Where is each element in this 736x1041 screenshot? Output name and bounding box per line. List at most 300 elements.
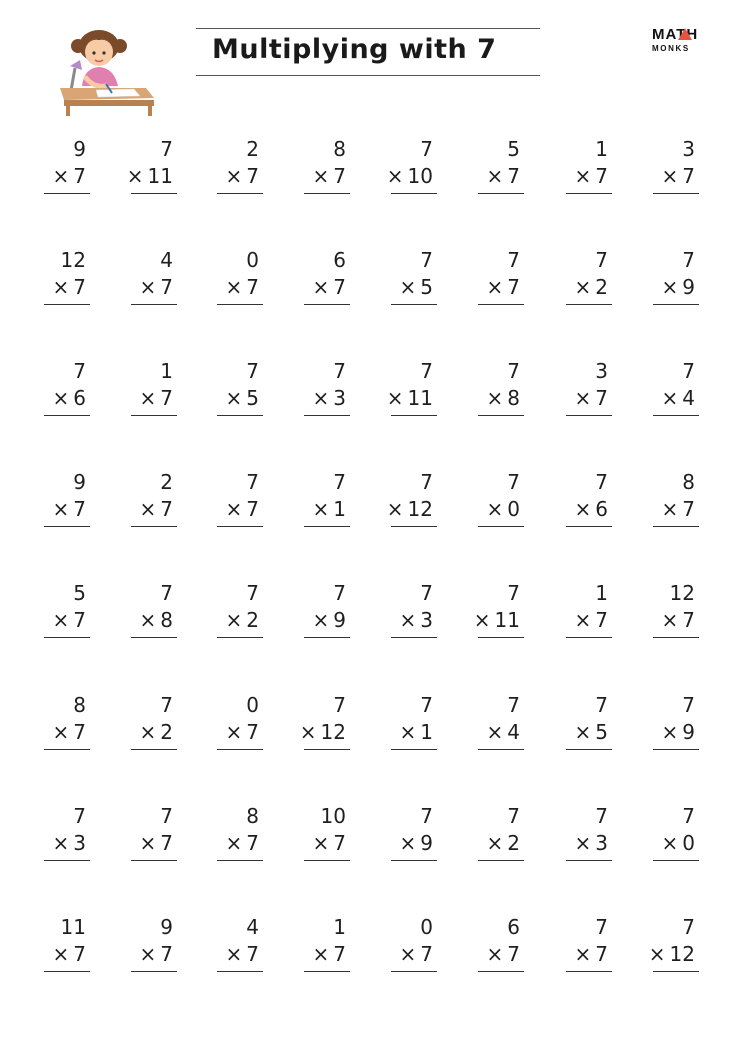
times-sign: × [661, 608, 679, 632]
multiplier: 7 [73, 497, 86, 521]
problem-8-3 [203, 915, 263, 975]
times-sign: × [574, 497, 592, 521]
problem-1-6 [464, 137, 524, 197]
multiplicand: 7 [595, 693, 608, 717]
multiplicand: 1 [595, 137, 608, 161]
problem-1-3 [203, 137, 263, 197]
multiplier: 7 [595, 386, 608, 410]
times-sign: × [139, 386, 157, 410]
multiplier: 4 [507, 720, 520, 744]
multiplicand: 8 [73, 693, 86, 717]
answer-line [653, 971, 699, 972]
problem-7-5 [377, 804, 437, 864]
times-sign: × [574, 831, 592, 855]
multiplier-row [662, 608, 696, 632]
times-sign: × [139, 942, 157, 966]
problem-2-7 [552, 248, 612, 308]
problem-3-8 [639, 359, 699, 419]
multiplicand: 7 [160, 693, 173, 717]
answer-line [391, 971, 437, 972]
answer-line [304, 304, 350, 305]
problem-4-5 [377, 470, 437, 530]
times-sign: × [399, 608, 417, 632]
answer-line [131, 749, 177, 750]
multiplier: 3 [73, 831, 86, 855]
times-sign: × [225, 275, 243, 299]
times-sign: × [399, 720, 417, 744]
multiplicand: 1 [595, 581, 608, 605]
multiplier-row [662, 720, 696, 744]
problem-6-4 [290, 693, 350, 753]
problem-5-6 [464, 581, 524, 641]
multiplier-row [575, 720, 609, 744]
answer-line [391, 637, 437, 638]
multiplier: 7 [160, 497, 173, 521]
answer-line [44, 193, 90, 194]
problem-4-1 [30, 470, 90, 530]
logo-wordmark-top: MATH [652, 26, 699, 43]
multiplier: 7 [73, 164, 86, 188]
answer-line [566, 971, 612, 972]
answer-line [304, 971, 350, 972]
times-sign: × [312, 942, 330, 966]
multiplicand: 8 [333, 137, 346, 161]
multiplier: 11 [494, 608, 520, 632]
problem-3-2 [117, 359, 177, 419]
problem-3-1 [30, 359, 90, 419]
multiplicand: 7 [160, 581, 173, 605]
times-sign: × [139, 608, 157, 632]
answer-line [217, 860, 263, 861]
answer-line [131, 415, 177, 416]
multiplier-row [140, 942, 174, 966]
multiplier-row [226, 720, 260, 744]
multiplier-row [226, 386, 260, 410]
answer-line [44, 415, 90, 416]
multiplier: 7 [333, 831, 346, 855]
times-sign: × [52, 942, 70, 966]
multiplier-row [487, 497, 521, 521]
multiplier: 3 [595, 831, 608, 855]
multiplier: 7 [73, 275, 86, 299]
multiplier-row [487, 164, 521, 188]
problem-6-2 [117, 693, 177, 753]
multiplicand: 7 [333, 470, 346, 494]
answer-line [566, 526, 612, 527]
times-sign: × [661, 275, 679, 299]
multiplier-row [575, 942, 609, 966]
multiplier: 7 [507, 164, 520, 188]
multiplier: 5 [595, 720, 608, 744]
multiplier: 9 [333, 608, 346, 632]
problem-2-1 [30, 248, 90, 308]
multiplicand: 7 [595, 804, 608, 828]
answer-line [304, 415, 350, 416]
problem-6-5 [377, 693, 437, 753]
multiplier: 11 [407, 386, 433, 410]
times-sign: × [486, 831, 504, 855]
multiplier-row [400, 275, 434, 299]
problem-7-7 [552, 804, 612, 864]
times-sign: × [52, 720, 70, 744]
multiplier-row [226, 164, 260, 188]
answer-line [653, 193, 699, 194]
problem-3-5 [377, 359, 437, 419]
answer-line [217, 971, 263, 972]
multiplicand: 9 [73, 470, 86, 494]
answer-line [44, 860, 90, 861]
times-sign: × [574, 164, 592, 188]
answer-line [304, 749, 350, 750]
answer-line [478, 193, 524, 194]
multiplier: 7 [420, 942, 433, 966]
multiplier: 7 [246, 497, 259, 521]
times-sign: × [574, 275, 592, 299]
answer-line [217, 526, 263, 527]
problem-4-4 [290, 470, 350, 530]
answer-line [391, 304, 437, 305]
times-sign: × [312, 164, 330, 188]
times-sign: × [399, 831, 417, 855]
multiplicand: 7 [507, 248, 520, 272]
multiplier: 0 [507, 497, 520, 521]
problem-1-2 [117, 137, 177, 197]
multiplier-row [649, 942, 695, 966]
problem-8-7 [552, 915, 612, 975]
problem-7-1 [30, 804, 90, 864]
multiplier-row [313, 608, 347, 632]
multiplicand: 7 [73, 804, 86, 828]
problem-3-7 [552, 359, 612, 419]
times-sign: × [52, 831, 70, 855]
answer-line [44, 304, 90, 305]
multiplier-row [575, 386, 609, 410]
problem-4-8 [639, 470, 699, 530]
answer-line [478, 637, 524, 638]
multiplicand: 7 [682, 693, 695, 717]
multiplier: 12 [669, 942, 695, 966]
multiplier-row [313, 831, 347, 855]
multiplicand: 6 [507, 915, 520, 939]
times-sign: × [52, 497, 70, 521]
answer-line [653, 749, 699, 750]
times-sign: × [486, 497, 504, 521]
times-sign: × [386, 497, 404, 521]
multiplier: 4 [682, 386, 695, 410]
problem-5-8 [639, 581, 699, 641]
multiplicand: 0 [420, 915, 433, 939]
times-sign: × [225, 608, 243, 632]
answer-line [566, 415, 612, 416]
multiplier: 1 [420, 720, 433, 744]
answer-line [566, 637, 612, 638]
times-sign: × [486, 942, 504, 966]
answer-line [217, 304, 263, 305]
multiplicand: 1 [160, 359, 173, 383]
multiplier-row [226, 497, 260, 521]
problem-6-1 [30, 693, 90, 753]
logo-wordmark-bottom: MONKS [652, 44, 690, 53]
problem-5-3 [203, 581, 263, 641]
times-sign: × [486, 386, 504, 410]
multiplier: 7 [73, 720, 86, 744]
multiplier-row [400, 942, 434, 966]
multiplier: 7 [682, 608, 695, 632]
multiplier-row [300, 720, 346, 744]
multiplier-row [662, 164, 696, 188]
problem-8-4 [290, 915, 350, 975]
answer-line [304, 637, 350, 638]
multiplier: 7 [507, 942, 520, 966]
multiplier-row [140, 497, 174, 521]
multiplier-row [400, 608, 434, 632]
times-sign: × [648, 942, 666, 966]
multiplier: 7 [246, 164, 259, 188]
multiplier-row [487, 386, 521, 410]
multiplicand: 7 [333, 693, 346, 717]
multiplier-row [53, 608, 87, 632]
multiplier: 9 [682, 275, 695, 299]
problem-5-4 [290, 581, 350, 641]
problem-4-6 [464, 470, 524, 530]
times-sign: × [661, 831, 679, 855]
multiplier-row [400, 720, 434, 744]
times-sign: × [312, 608, 330, 632]
multiplicand: 7 [333, 359, 346, 383]
problem-2-4 [290, 248, 350, 308]
answer-line [653, 415, 699, 416]
multiplicand: 7 [682, 804, 695, 828]
answer-line [131, 860, 177, 861]
answer-line [44, 971, 90, 972]
multiplier: 9 [682, 720, 695, 744]
times-sign: × [661, 164, 679, 188]
multiplicand: 10 [320, 804, 346, 828]
multiplicand: 3 [595, 359, 608, 383]
times-sign: × [225, 164, 243, 188]
multiplier: 2 [595, 275, 608, 299]
answer-line [478, 860, 524, 861]
answer-line [304, 526, 350, 527]
times-sign: × [52, 386, 70, 410]
problem-6-7 [552, 693, 612, 753]
multiplier: 7 [160, 831, 173, 855]
multiplier-row [127, 164, 173, 188]
times-sign: × [225, 386, 243, 410]
answer-line [566, 304, 612, 305]
multiplicand: 7 [420, 470, 433, 494]
multiplier: 7 [160, 386, 173, 410]
multiplier: 7 [595, 942, 608, 966]
multiplier-row [575, 164, 609, 188]
multiplier-row [53, 164, 87, 188]
multiplier-row [487, 275, 521, 299]
problem-7-8 [639, 804, 699, 864]
multiplicand: 9 [73, 137, 86, 161]
multiplier: 2 [160, 720, 173, 744]
times-sign: × [139, 497, 157, 521]
answer-line [478, 971, 524, 972]
answer-line [131, 971, 177, 972]
multiplicand: 4 [160, 248, 173, 272]
multiplicand: 7 [507, 804, 520, 828]
times-sign: × [225, 942, 243, 966]
multiplier-row [662, 497, 696, 521]
multiplier-row [487, 831, 521, 855]
problem-5-2 [117, 581, 177, 641]
answer-line [131, 193, 177, 194]
answer-line [304, 193, 350, 194]
multiplier: 7 [333, 942, 346, 966]
multiplier: 8 [160, 608, 173, 632]
multiplier-row [53, 497, 87, 521]
multiplier-row [662, 386, 696, 410]
times-sign: × [574, 942, 592, 966]
times-sign: × [486, 275, 504, 299]
answer-line [44, 749, 90, 750]
multiplier-row [140, 275, 174, 299]
problem-1-4 [290, 137, 350, 197]
problem-8-2 [117, 915, 177, 975]
problem-1-1 [30, 137, 90, 197]
problem-6-6 [464, 693, 524, 753]
multiplicand: 7 [420, 359, 433, 383]
multiplicand: 7 [73, 359, 86, 383]
problem-2-2 [117, 248, 177, 308]
problem-8-5 [377, 915, 437, 975]
times-sign: × [661, 497, 679, 521]
page-title: Multiplying with 7 [212, 34, 497, 65]
multiplicand: 7 [682, 359, 695, 383]
multiplicand: 11 [60, 915, 86, 939]
answer-line [653, 526, 699, 527]
multiplier: 6 [595, 497, 608, 521]
multiplicand: 7 [595, 248, 608, 272]
multiplier-row [662, 275, 696, 299]
multiplier-row [140, 720, 174, 744]
problem-1-5 [377, 137, 437, 197]
multiplier-row [140, 608, 174, 632]
multiplier: 7 [246, 831, 259, 855]
times-sign: × [225, 720, 243, 744]
multiplier: 5 [246, 386, 259, 410]
multiplicand: 0 [246, 248, 259, 272]
multiplier: 2 [507, 831, 520, 855]
problem-6-8 [639, 693, 699, 753]
multiplicand: 7 [682, 915, 695, 939]
answer-line [131, 304, 177, 305]
answer-line [217, 415, 263, 416]
answer-line [44, 637, 90, 638]
multiplier: 7 [595, 164, 608, 188]
multiplier: 6 [73, 386, 86, 410]
multiplier-row [226, 275, 260, 299]
problem-3-4 [290, 359, 350, 419]
problem-7-6 [464, 804, 524, 864]
multiplier: 7 [682, 497, 695, 521]
problem-7-3 [203, 804, 263, 864]
multiplier: 7 [333, 275, 346, 299]
answer-line [217, 193, 263, 194]
multiplier: 7 [73, 608, 86, 632]
times-sign: × [386, 386, 404, 410]
multiplier-row [400, 831, 434, 855]
multiplier-row [313, 275, 347, 299]
multiplier-row [575, 497, 609, 521]
answer-line [391, 415, 437, 416]
multiplier: 7 [682, 164, 695, 188]
multiplicand: 7 [420, 581, 433, 605]
multiplicand: 7 [507, 693, 520, 717]
problem-7-4 [290, 804, 350, 864]
answer-line [478, 526, 524, 527]
multiplicand: 7 [246, 470, 259, 494]
times-sign: × [574, 608, 592, 632]
multiplier: 7 [246, 942, 259, 966]
answer-line [131, 637, 177, 638]
multiplier: 9 [420, 831, 433, 855]
multiplier: 11 [147, 164, 173, 188]
multiplier-row [53, 275, 87, 299]
multiplier-row [53, 831, 87, 855]
multiplier-row [487, 720, 521, 744]
answer-line [478, 415, 524, 416]
multiplier-row [53, 942, 87, 966]
answer-line [478, 304, 524, 305]
times-sign: × [52, 275, 70, 299]
answer-line [653, 304, 699, 305]
multiplier-row [140, 386, 174, 410]
multiplicand: 0 [246, 693, 259, 717]
multiplier: 10 [407, 164, 433, 188]
answer-line [478, 749, 524, 750]
multiplicand: 7 [507, 581, 520, 605]
times-sign: × [225, 831, 243, 855]
multiplier-row [387, 497, 433, 521]
problem-1-7 [552, 137, 612, 197]
problem-8-1 [30, 915, 90, 975]
multiplier-row [575, 608, 609, 632]
problem-2-3 [203, 248, 263, 308]
multiplier: 5 [420, 275, 433, 299]
times-sign: × [312, 386, 330, 410]
problem-5-5 [377, 581, 437, 641]
times-sign: × [386, 164, 404, 188]
problem-7-2 [117, 804, 177, 864]
times-sign: × [139, 831, 157, 855]
times-sign: × [312, 275, 330, 299]
times-sign: × [486, 164, 504, 188]
times-sign: × [299, 720, 317, 744]
times-sign: × [52, 164, 70, 188]
multiplicand: 7 [246, 359, 259, 383]
answer-line [391, 749, 437, 750]
multiplicand: 7 [160, 804, 173, 828]
times-sign: × [312, 497, 330, 521]
times-sign: × [225, 497, 243, 521]
multiplicand: 7 [420, 804, 433, 828]
multiplicand: 6 [333, 248, 346, 272]
multiplier: 7 [73, 942, 86, 966]
multiplicand: 2 [160, 470, 173, 494]
problem-4-7 [552, 470, 612, 530]
multiplier-row [226, 942, 260, 966]
times-sign: × [126, 164, 144, 188]
times-sign: × [399, 275, 417, 299]
multiplier: 1 [333, 497, 346, 521]
problem-8-6 [464, 915, 524, 975]
multiplier-row [313, 386, 347, 410]
